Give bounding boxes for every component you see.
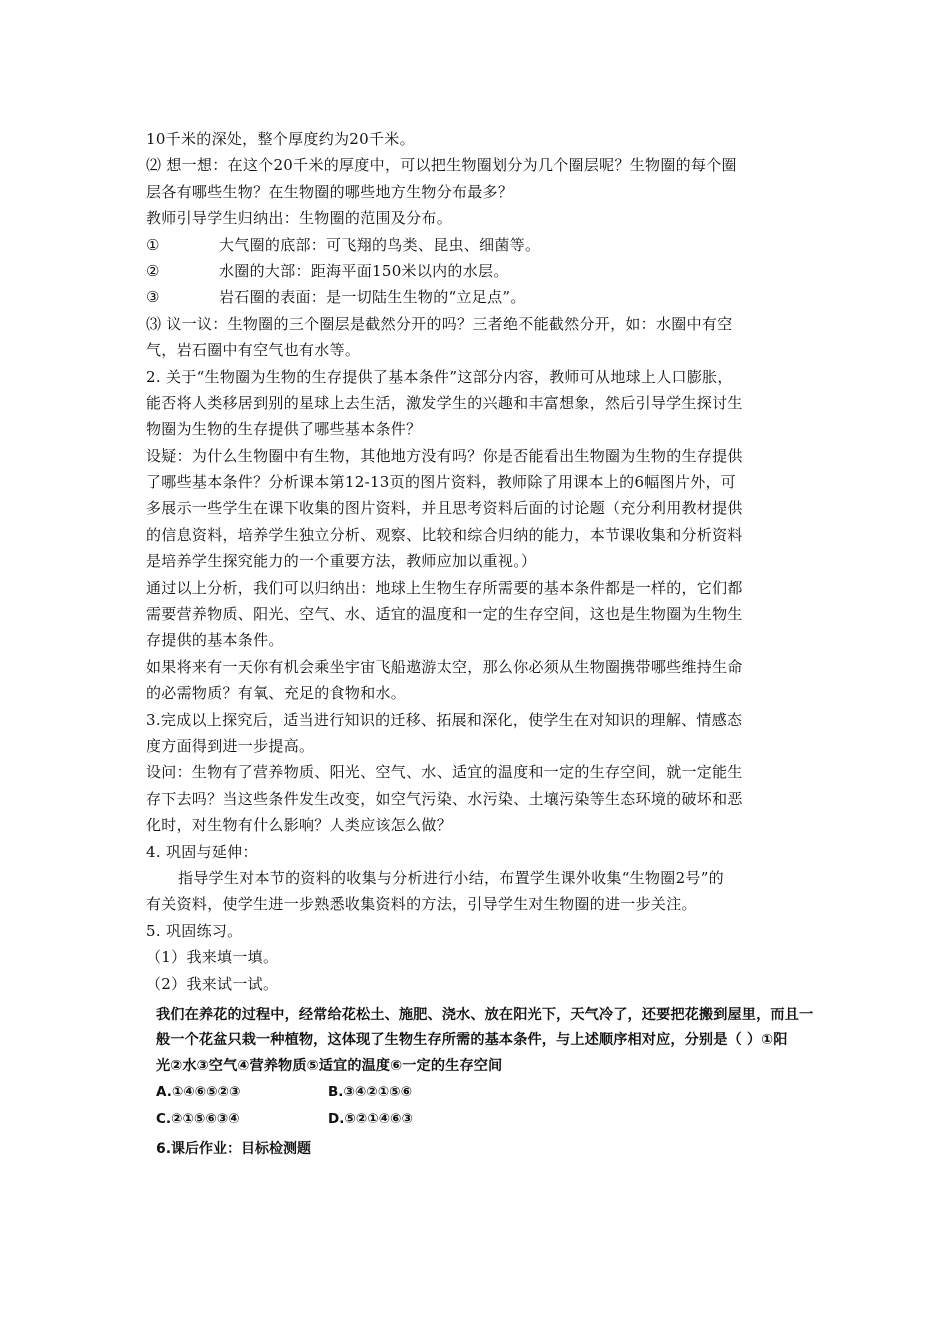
text-line: 设疑：为什么生物圈中有生物，其他地方没有吗？你是否能看出生物圈为生物的生存提供: [146, 446, 743, 465]
text-line: 是培养学生探究能力的一个重要方法，教师应加以重视。）: [146, 552, 537, 571]
distribution-list: [146, 232, 812, 311]
options-row: [156, 1079, 818, 1106]
list-text: 水圈的大部：距海平面150米以内的水层。: [219, 261, 509, 280]
list-item: [146, 258, 812, 284]
text-line: 4. 巩固与延伸：: [146, 842, 258, 861]
list-item: [146, 284, 812, 310]
text-line: 2. 关于“生物圈为生物的生存提供了基本条件”这部分内容，教师可从地球上人口膨胀，: [146, 367, 733, 386]
text-line: 层各有哪些生物？在生物圈的哪些地方生物分布最多？: [146, 182, 514, 201]
text-line: 如果将来有一天你有机会乘坐宇宙飞船遨游太空，那么你必须从生物圈携带哪些维持生命: [146, 657, 743, 676]
text-line: 存提供的基本条件。: [146, 631, 284, 650]
exercise-question: [156, 1003, 818, 1164]
text-line: 的信息资料，培养学生独立分析、观察、比较和综合归纳的能力，本节课收集和分析资料: [146, 525, 743, 544]
text-line: 存下去吗？当这些条件发生改变，如空气污染、水污染、土壤污染等生态环境的破坏和恶: [146, 789, 743, 808]
text-line: 的必需物质？有氧、充足的食物和水。: [146, 684, 407, 703]
text-line: 有关资料，使学生进一步熟悉收集资料的方法，引导学生对生物圈的进一步关注。: [146, 895, 697, 914]
text-line: 多展示一些学生在课下收集的图片资料，并且思考资料后面的讨论题（充分利用教材提供: [146, 499, 743, 518]
option-a: A.①④⑥⑤②③: [156, 1084, 241, 1101]
list-text: 大气圈的底部：可飞翔的鸟类、昆虫、细菌等。: [219, 235, 541, 254]
text-line: 了哪些基本条件？分析课本第12-13页的图片资料，教师除了用课本上的6幅图片外，可: [146, 473, 737, 492]
paragraph-lines: [146, 891, 812, 997]
list-number: ②: [146, 261, 160, 280]
paragraph-lines: [146, 126, 812, 232]
text-line: 10千米的深处，整个厚度约为20千米。: [146, 130, 415, 148]
list-number: ①: [146, 235, 160, 254]
text-line: （2）我来试一试。: [146, 974, 279, 993]
text-line: 教师引导学生归纳出：生物圈的范围及分布。: [146, 209, 453, 228]
homework-line: 6.课后作业：目标检测题: [156, 1141, 312, 1158]
text-line: 通过以上分析，我们可以归纳出：地球上生物生存所需要的基本条件都是一样的，它们都: [146, 578, 743, 597]
option-d: D.⑤②①④⑥③: [328, 1111, 413, 1128]
text-line: 气，岩石圈中有空气也有水等。: [146, 341, 361, 360]
text-line: 5. 巩固练习。: [146, 921, 243, 940]
question-line: 般一个花盆只栽一种植物，这体现了生物生存所需的基本条件，与上述顺序相对应，分别是（ ）①阳: [156, 1032, 788, 1049]
list-item: [146, 232, 812, 258]
text-line: （1）我来填一填。: [146, 948, 279, 967]
text-line: 化时，对生物有什么影响？人类应该怎么做？: [146, 816, 453, 835]
list-number: ③: [146, 288, 160, 307]
document-page: [146, 126, 812, 1163]
paragraph-lines: [146, 311, 812, 865]
indented-line: 指导学生对本节的资料的收集与分析进行小结，布置学生课外收集“生物圈2号”的: [178, 868, 724, 887]
text-line: ⑵ 想一想：在这个20千米的厚度中，可以把生物圈划分为几个圈层呢？生物圈的每个圈: [146, 156, 737, 175]
text-line: 物圈为生物的生存提供了哪些基本条件？: [146, 420, 422, 439]
question-line: 我们在养花的过程中，经常给花松土、施肥、浇水、放在阳光下，天气冷了，还要把花搬到屋里，而且一: [156, 1006, 814, 1023]
text-line: 3.完成以上探究后，适当进行知识的迁移、拓展和深化，使学生在对知识的理解、情感态: [146, 710, 743, 729]
text-line: 能否将人类移居到别的星球上去生活，激发学生的兴趣和丰富想象，然后引导学生探讨生: [146, 393, 743, 412]
text-line: ⑶ 议一议：生物圈的三个圈层是截然分开的吗？三者绝不能截然分开，如：水圈中有空: [146, 314, 733, 333]
option-c: C.②①⑤⑥③④: [156, 1111, 240, 1128]
list-text: 岩石圈的表面：是一切陆生生物的“立足点”。: [219, 288, 526, 307]
options-row: [156, 1106, 818, 1133]
text-line: 度方面得到进一步提高。: [146, 736, 315, 755]
option-b: B.③④②①⑤⑥: [328, 1084, 412, 1101]
question-line: 光②水③空气④营养物质⑤适宜的温度⑥一定的生存空间: [156, 1057, 503, 1074]
text-line: 设问：生物有了营养物质、阳光、空气、水、适宜的温度和一定的生存空间，就一定能生: [146, 763, 743, 782]
text-line: 需要营养物质、阳光、空气、水、适宜的温度和一定的生存空间，这也是生物圈为生物生: [146, 605, 743, 624]
